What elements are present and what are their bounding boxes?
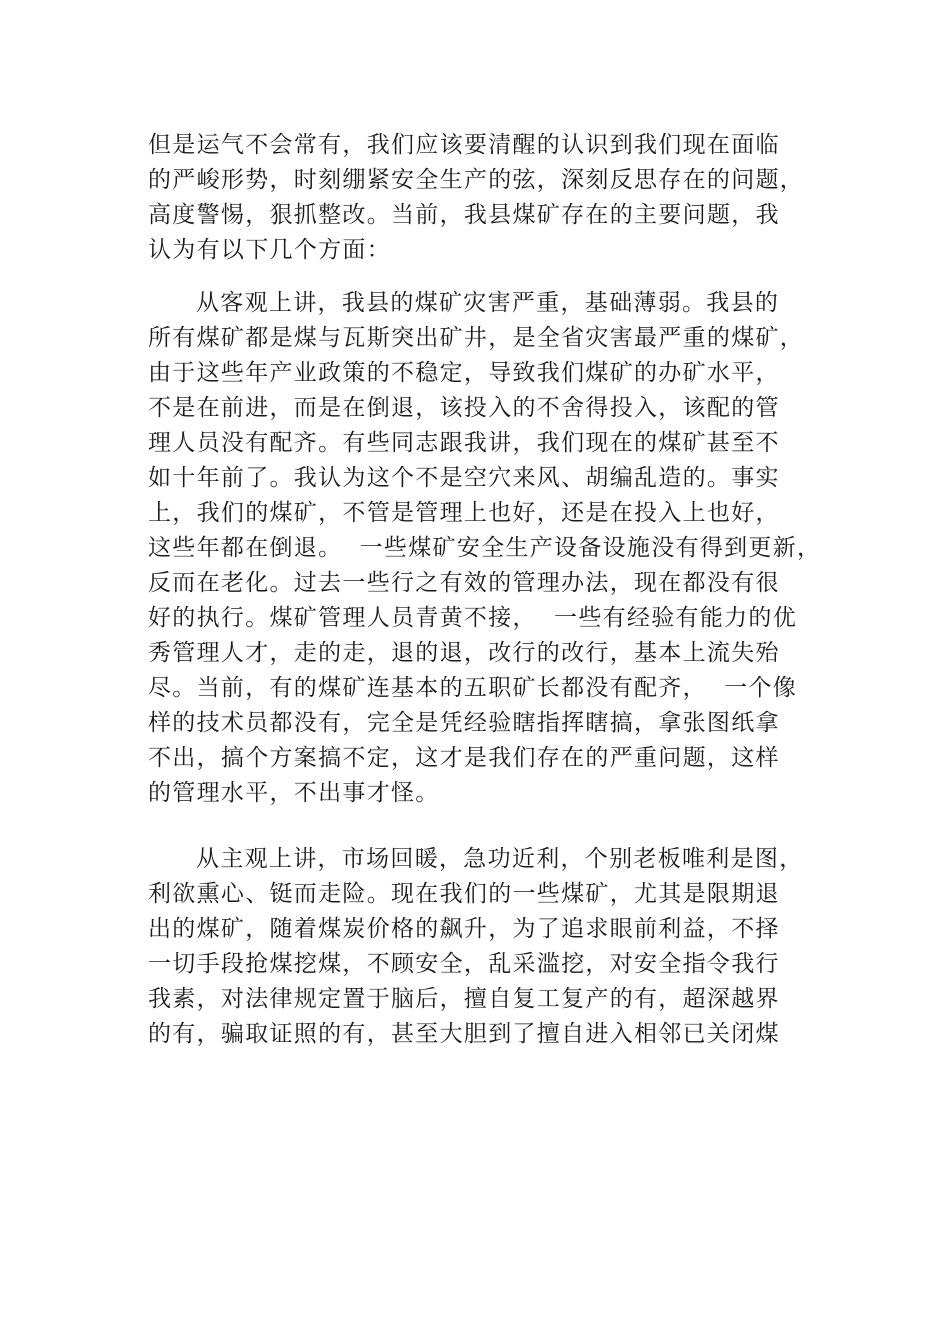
text-line: 高度警惕，狠抓整改。当前，我县煤矿存在的主要问题，我	[148, 202, 780, 228]
text-line: 出的煤矿，随着煤炭价格的飙升，为了追求眼前利益，不择	[148, 916, 780, 942]
text-line: 的有，骗取证照的有，甚至大胆到了擅自进入相邻已关闭煤	[148, 1021, 780, 1047]
text-line: 不出，搞个方案搞不定，这才是我们存在的严重问题，这样	[148, 745, 780, 771]
paragraph	[148, 128, 808, 268]
text-line: 从客观上讲，我县的煤矿灾害严重，基础薄弱。我县的	[196, 290, 780, 316]
text-line: 利欲熏心、铤而走险。现在我们的一些煤矿，尤其是限期退	[148, 881, 780, 907]
paragraph	[148, 286, 822, 811]
paragraph	[148, 842, 808, 1052]
text-line: 我素，对法律规定置于脑后，擅自复工复产的有，超深越界	[148, 986, 780, 1012]
text-line: 如十年前了。我认为这个不是空穴来风、胡编乱造的。事实	[148, 465, 780, 491]
text-line: 从主观上讲，市场回暖，急功近利，个别老板唯利是图，	[196, 846, 804, 872]
text-line: 一切手段抢煤挖煤，不顾安全，乱采滥挖，对安全指令我行	[148, 951, 780, 977]
text-line: 好的执行。煤矿管理人员青黄不接， 一些有经验有能力的优	[148, 605, 798, 631]
text-line: 理人员没有配齐。有些同志跟我讲，我们现在的煤矿甚至不	[148, 430, 780, 456]
text-line: 样的技术员都没有，完全是凭经验瞎指挥瞎搞，拿张图纸拿	[148, 710, 780, 736]
text-line: 但是运气不会常有，我们应该要清醒的认识到我们现在面临	[148, 132, 780, 158]
text-line: 不是在前进，而是在倒退，该投入的不舍得投入，该配的管	[148, 395, 780, 421]
text-line: 上，我们的煤矿，不管是管理上也好，还是在投入上也好，	[148, 500, 780, 526]
text-line: 尽。当前，有的煤矿连基本的五职矿长都没有配齐， 一个像	[148, 675, 798, 701]
text-line: 秀管理人才，走的走，退的退，改行的改行，基本上流失殆	[148, 640, 780, 666]
text-line: 的严峻形势，时刻绷紧安全生产的弦，深刻反思存在的问题，	[148, 167, 805, 193]
text-line: 的管理水平，不出事才怪。	[148, 780, 440, 806]
text-line: 认为有以下几个方面：	[148, 237, 391, 263]
text-line: 由于这些年产业政策的不稳定，导致我们煤矿的办矿水平，	[148, 360, 780, 386]
text-line: 这些年都在倒退。 一些煤矿安全生产设备设施没有得到更新，	[148, 535, 822, 561]
text-line: 所有煤矿都是煤与瓦斯突出矿井，是全省灾害最严重的煤矿，	[148, 325, 805, 351]
text-line: 反而在老化。过去一些行之有效的管理办法，现在都没有很	[148, 570, 780, 596]
